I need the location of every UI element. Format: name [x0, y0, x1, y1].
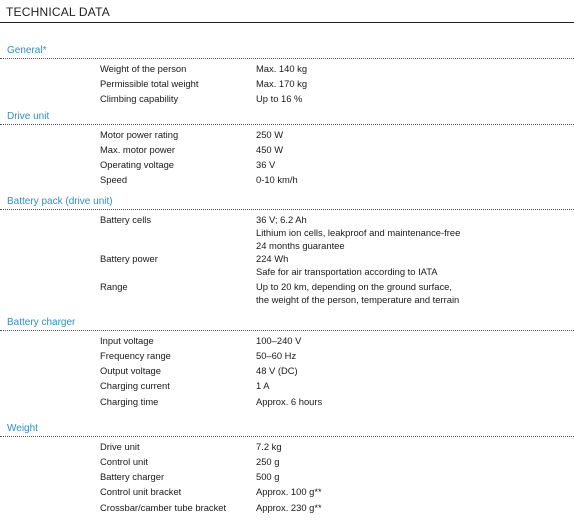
spec-label: Battery power — [100, 253, 158, 264]
spec-row — [0, 379, 574, 392]
spec-value-line: 36 V; 6.2 Ah — [256, 214, 307, 225]
spec-label: Speed — [100, 174, 128, 185]
spec-value — [256, 213, 460, 252]
spec-value — [256, 128, 283, 141]
spec-label: Battery charger — [100, 471, 165, 482]
spec-value-line: 224 Wh — [256, 253, 289, 264]
spec-value-line: 450 W — [256, 144, 284, 155]
spec-value-line: Up to 20 km, depending on the ground surface, — [256, 281, 452, 292]
spec-row — [0, 501, 574, 514]
spec-row — [0, 440, 574, 453]
spec-row — [0, 252, 574, 278]
spec-label: Permissible total weight — [100, 78, 199, 89]
spec-row — [0, 158, 574, 171]
spec-row — [0, 470, 574, 483]
spec-row — [0, 143, 574, 156]
spec-row — [0, 92, 574, 105]
spec-value-line: Max. 140 kg — [256, 63, 308, 74]
title-divider — [0, 22, 574, 23]
page-title: TECHNICAL DATA — [6, 5, 110, 19]
spec-value-line: 250 g — [256, 456, 280, 467]
spec-row — [0, 455, 574, 468]
spec-value-line: 100–240 V — [256, 335, 302, 346]
section-divider — [0, 209, 574, 210]
spec-label: Frequency range — [100, 350, 171, 361]
spec-value — [256, 485, 322, 498]
spec-value-line: Approx. 100 g** — [256, 486, 322, 497]
spec-value — [256, 280, 459, 306]
spec-value — [256, 158, 275, 171]
spec-value-line: 1 A — [256, 380, 270, 391]
spec-label: Drive unit — [100, 441, 140, 452]
spec-label: Output voltage — [100, 365, 161, 376]
spec-value — [256, 379, 270, 392]
spec-row — [0, 395, 574, 408]
spec-label: Control unit — [100, 456, 148, 467]
spec-label: Weight of the person — [100, 63, 187, 74]
spec-row — [0, 128, 574, 141]
spec-value — [256, 77, 307, 90]
section-heading: General* — [7, 45, 47, 56]
spec-value-line: Approx. 6 hours — [256, 396, 323, 407]
spec-label: Charging current — [100, 380, 170, 391]
spec-value — [256, 470, 279, 483]
spec-value-line: Safe for air transportation according to IATA — [256, 266, 438, 277]
spec-label: Input voltage — [100, 335, 154, 346]
spec-value-line: 48 V (DC) — [256, 365, 298, 376]
spec-value-line: the weight of the person, temperature and terrain — [256, 294, 460, 305]
spec-value-line: Max. 170 kg — [256, 78, 308, 89]
spec-value — [256, 364, 298, 377]
spec-value-line: 50–60 Hz — [256, 350, 297, 361]
spec-value — [256, 252, 438, 278]
section-heading: Battery pack (drive unit) — [7, 196, 113, 207]
spec-label: Charging time — [100, 396, 159, 407]
section-heading: Weight — [7, 423, 38, 434]
spec-value-line: Up to 16 % — [256, 93, 303, 104]
spec-value-line: 500 g — [256, 471, 280, 482]
spec-row — [0, 349, 574, 362]
spec-label: Range — [100, 281, 128, 292]
spec-row — [0, 213, 574, 252]
spec-value-line: 24 months guarantee — [256, 240, 345, 251]
spec-row — [0, 364, 574, 377]
spec-label: Max. motor power — [100, 144, 176, 155]
spec-label: Operating voltage — [100, 159, 175, 170]
spec-row — [0, 485, 574, 498]
spec-value — [256, 440, 282, 453]
spec-row — [0, 280, 574, 306]
spec-label: Control unit bracket — [100, 486, 182, 497]
spec-label: Battery cells — [100, 214, 152, 225]
spec-label: Climbing capability — [100, 93, 179, 104]
spec-value-line: 7.2 kg — [256, 441, 282, 452]
spec-value — [256, 92, 302, 105]
spec-value — [256, 455, 279, 468]
spec-value-line: 250 W — [256, 129, 284, 140]
spec-value-line: 36 V — [256, 159, 276, 170]
spec-label: Crossbar/camber tube bracket — [100, 502, 227, 513]
section-divider — [0, 124, 574, 125]
spec-label: Motor power rating — [100, 129, 179, 140]
spec-row — [0, 62, 574, 75]
spec-value — [256, 173, 298, 186]
spec-value — [256, 349, 296, 362]
spec-value-line: Approx. 230 g** — [256, 502, 322, 513]
spec-value — [256, 334, 301, 347]
section-heading: Drive unit — [7, 111, 50, 122]
spec-value — [256, 501, 322, 514]
section-divider — [0, 330, 574, 331]
spec-row — [0, 334, 574, 347]
spec-value — [256, 143, 283, 156]
section-heading: Battery charger — [7, 317, 76, 328]
section-divider — [0, 436, 574, 437]
spec-value — [256, 395, 322, 408]
spec-row — [0, 173, 574, 186]
spec-row — [0, 77, 574, 90]
spec-value — [256, 62, 307, 75]
spec-value-line: Lithium ion cells, leakproof and maintenance-free — [256, 227, 461, 238]
section-divider — [0, 58, 574, 59]
spec-value-line: 0-10 km/h — [256, 174, 298, 185]
